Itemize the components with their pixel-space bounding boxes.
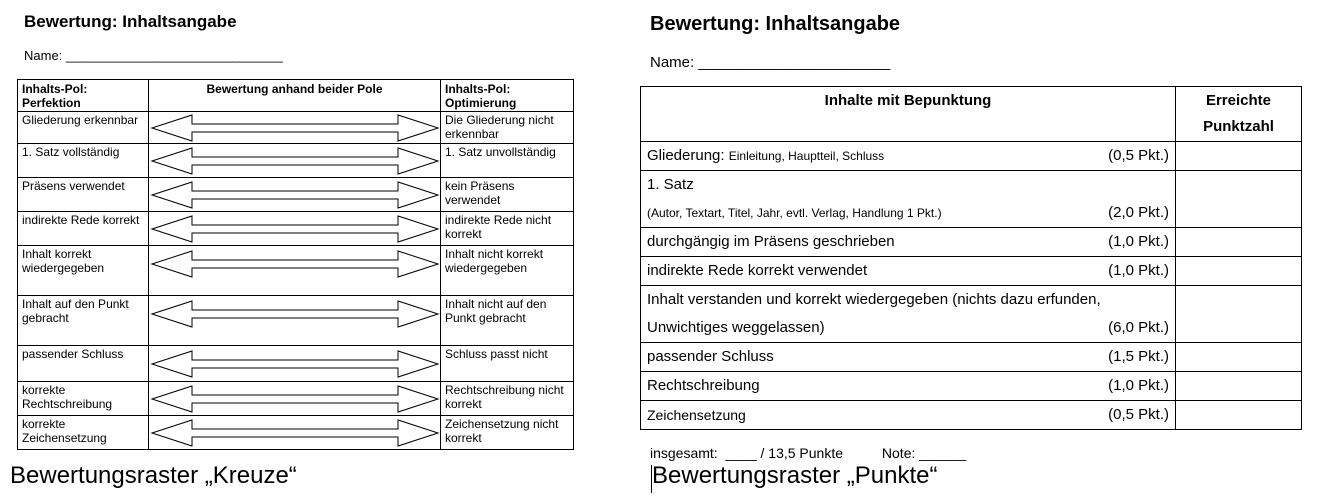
pole-right: Die Gliederung nicht erkennbar <box>441 112 574 144</box>
double-arrow-icon <box>150 349 440 379</box>
pole-right: 1. Satz unvollständig <box>441 144 574 178</box>
kreuze-header-optimierung: Inhalts-Pol: Optimierung <box>441 80 574 112</box>
punkte-header-row <box>641 87 1302 142</box>
criterion-label: Rechtschreibung <box>647 377 760 394</box>
pole-right: Schluss passt nicht <box>441 346 574 382</box>
pole-right: Rechtschreibung nicht korrekt <box>441 382 574 416</box>
criterion-points: (6,0 Pkt.) <box>1108 319 1169 336</box>
double-arrow-icon <box>150 249 440 279</box>
kreuze-header-bewertung: Bewertung anhand beider Pole <box>149 80 441 112</box>
criterion-points: (0,5 Pkt.) <box>1108 147 1169 164</box>
punkte-header-punktzahl <box>1176 87 1302 142</box>
criterion-points: (1,0 Pkt.) <box>1108 377 1169 394</box>
double-arrow-icon <box>150 146 440 176</box>
table-row <box>18 346 574 382</box>
pole-left: Gliederung erkennbar <box>18 112 149 144</box>
pole-left: indirekte Rede korrekt <box>18 212 149 246</box>
double-arrow-cell[interactable] <box>149 382 441 416</box>
criterion-cell <box>641 286 1176 343</box>
punktzahl-line2: Punktzahl <box>1203 118 1274 135</box>
right-name-field: Name: _______________________ <box>650 54 891 71</box>
double-arrow-icon <box>150 180 440 210</box>
criterion-label: indirekte Rede korrekt verwendet <box>647 262 868 279</box>
pole-right: indirekte Rede nicht korrekt <box>441 212 574 246</box>
double-arrow-cell[interactable] <box>149 296 441 346</box>
kreuze-table <box>17 79 574 450</box>
criterion-label: passender Schluss <box>647 348 774 365</box>
score-input-cell[interactable] <box>1176 171 1302 228</box>
criterion-label-cont: Unwichtiges weggelassen) <box>647 319 825 336</box>
table-row <box>18 416 574 450</box>
criterion-points: (2,0 Pkt.) <box>1108 204 1169 221</box>
pole-left: Inhalt auf den Punkt gebracht <box>18 296 149 346</box>
double-arrow-cell[interactable] <box>149 212 441 246</box>
punkte-header-inhalte: Inhalte mit Bepunktung <box>641 87 1176 142</box>
punkte-table <box>640 86 1302 430</box>
left-caption: Bewertungsraster „Kreuze“ <box>10 462 297 489</box>
criterion-label: Gliederung: <box>647 147 725 164</box>
criterion-cell <box>641 372 1176 401</box>
criterion-cell <box>641 401 1176 430</box>
double-arrow-icon <box>150 113 440 143</box>
pole-right: kein Präsens verwendet <box>441 178 574 212</box>
double-arrow-icon <box>150 299 440 329</box>
criterion-cell <box>641 142 1176 171</box>
criterion-detail: (Autor, Textart, Titel, Jahr, evtl. Verlag, Handlung 1 Pkt.) <box>647 206 942 220</box>
score-input-cell[interactable] <box>1176 142 1302 171</box>
criterion-cell <box>641 257 1176 286</box>
criterion-cell <box>641 171 1176 228</box>
criterion-points: (1,5 Pkt.) <box>1108 348 1169 365</box>
double-arrow-icon <box>150 214 440 244</box>
table-row <box>18 296 574 346</box>
pole-left: korrekte Zeichensetzung <box>18 416 149 450</box>
criterion-points: (1,0 Pkt.) <box>1108 262 1169 279</box>
table-row <box>641 228 1302 257</box>
pole-left: Inhalt korrekt wiedergegeben <box>18 246 149 296</box>
criterion-cell <box>641 228 1176 257</box>
score-input-cell[interactable] <box>1176 401 1302 430</box>
double-arrow-icon <box>150 418 440 448</box>
table-row <box>641 372 1302 401</box>
table-row <box>641 257 1302 286</box>
double-arrow-cell[interactable] <box>149 144 441 178</box>
criterion-cell <box>641 343 1176 372</box>
pole-left: 1. Satz vollständig <box>18 144 149 178</box>
double-arrow-cell[interactable] <box>149 178 441 212</box>
pole-left: korrekte Rechtschreibung <box>18 382 149 416</box>
score-input-cell[interactable] <box>1176 228 1302 257</box>
score-input-cell[interactable] <box>1176 343 1302 372</box>
table-row <box>641 171 1302 228</box>
double-arrow-cell[interactable] <box>149 112 441 144</box>
table-row <box>641 343 1302 372</box>
criterion-detail: Einleitung, Hauptteil, Schluss <box>728 149 885 163</box>
total-line: insgesamt: ____ / 13,5 Punkte Note: ______ <box>650 445 966 461</box>
table-row <box>18 382 574 416</box>
criterion-points: (0,5 Pkt.) <box>1108 406 1169 423</box>
pole-left: passender Schluss <box>18 346 149 382</box>
criterion-points: (1,0 Pkt.) <box>1108 233 1169 250</box>
punktzahl-line1: Erreichte <box>1205 92 1272 109</box>
double-arrow-icon <box>150 384 440 414</box>
criterion-label: durchgängig im Präsens geschrieben <box>647 233 895 250</box>
left-name-field: Name: ______________________________ <box>24 48 283 63</box>
criterion-label: Zeichensetzung <box>647 407 746 423</box>
double-arrow-cell[interactable] <box>149 346 441 382</box>
criterion-label: Inhalt verstanden und korrekt wiedergegeben (nichts dazu erfunden, <box>647 291 1101 308</box>
table-row <box>18 112 574 144</box>
table-row <box>641 142 1302 171</box>
pole-right: Inhalt nicht korrekt wiedergegeben <box>441 246 574 296</box>
kreuze-header-row <box>18 80 574 112</box>
table-row <box>18 144 574 178</box>
pole-left: Präsens verwendet <box>18 178 149 212</box>
left-title: Bewertung: Inhaltsangabe <box>24 12 237 31</box>
table-row <box>18 246 574 296</box>
criterion-label: 1. Satz <box>647 176 694 193</box>
table-row <box>641 401 1302 430</box>
table-row <box>18 178 574 212</box>
double-arrow-cell[interactable] <box>149 246 441 296</box>
score-input-cell[interactable] <box>1176 286 1302 343</box>
score-input-cell[interactable] <box>1176 257 1302 286</box>
double-arrow-cell[interactable] <box>149 416 441 450</box>
pole-right: Inhalt nicht auf den Punkt gebracht <box>441 296 574 346</box>
score-input-cell[interactable] <box>1176 372 1302 401</box>
right-title: Bewertung: Inhaltsangabe <box>650 13 901 35</box>
table-row <box>18 212 574 246</box>
kreuze-header-perfektion: Inhalts-Pol: Perfektion <box>18 80 149 112</box>
pole-right: Zeichensetzung nicht korrekt <box>441 416 574 450</box>
table-row <box>641 286 1302 343</box>
right-caption: Bewertungsraster „Punkte“ <box>652 462 938 489</box>
